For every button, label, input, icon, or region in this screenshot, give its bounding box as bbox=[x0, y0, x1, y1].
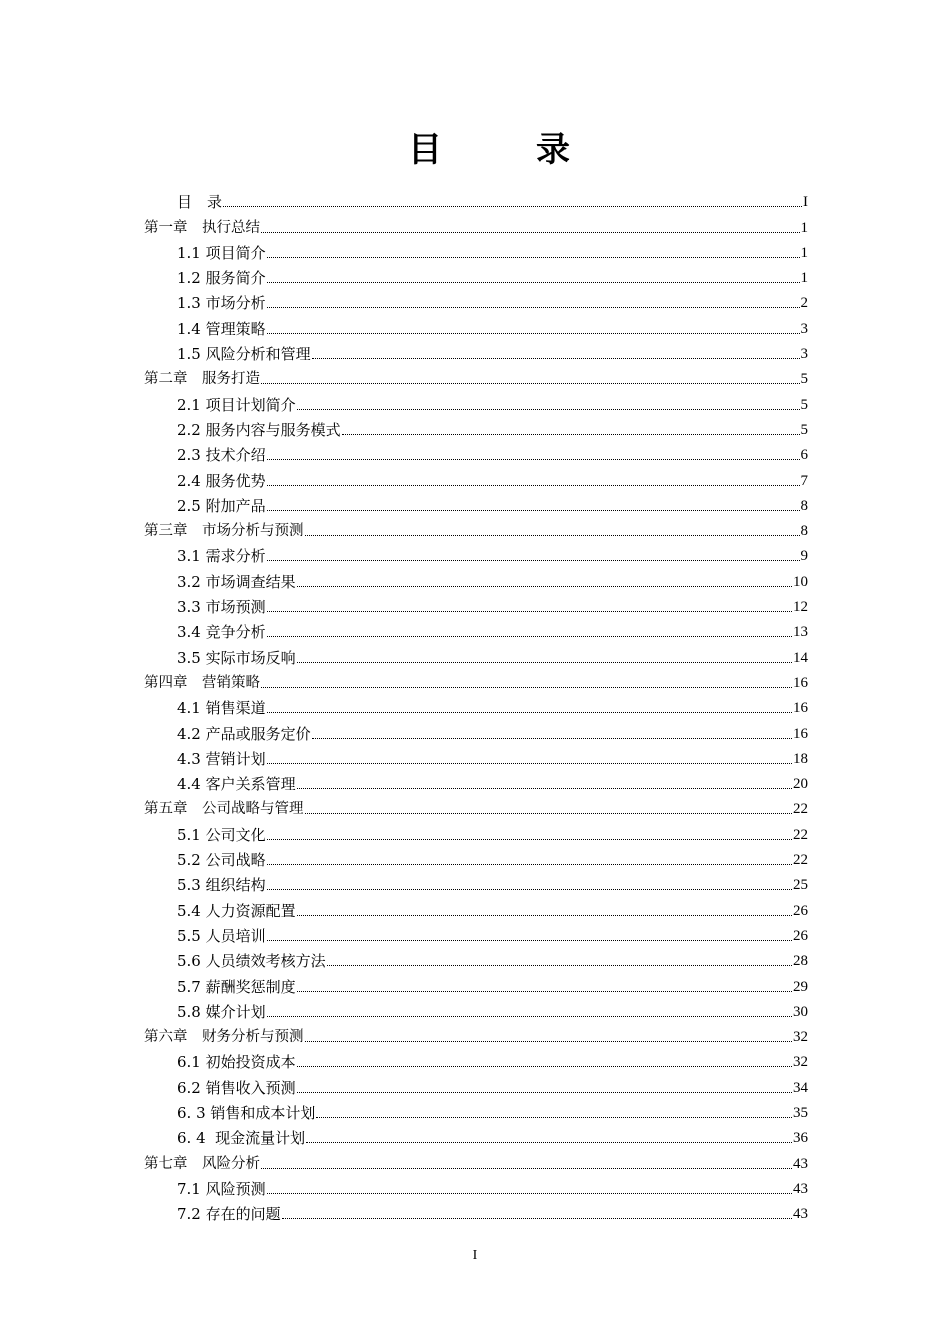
toc-leader-dots bbox=[342, 434, 800, 435]
toc-leader-dots bbox=[267, 485, 800, 486]
toc-leader-dots bbox=[261, 1168, 792, 1169]
toc-entry-label: 第二章 服务打造 bbox=[144, 371, 260, 388]
toc-section-entry[interactable] bbox=[144, 844, 808, 869]
toc-entry-page: 32 bbox=[793, 1054, 808, 1071]
toc-chapter-entry[interactable] bbox=[144, 667, 808, 692]
toc-leader-dots bbox=[305, 535, 800, 536]
table-of-contents bbox=[144, 186, 808, 1223]
toc-leader-dots bbox=[267, 636, 792, 637]
toc-entry-label: 2.1 项目计划简介 bbox=[177, 395, 296, 414]
toc-section-entry[interactable] bbox=[144, 869, 808, 894]
toc-entry-page: 34 bbox=[793, 1079, 808, 1096]
page-title: 目 录 bbox=[408, 130, 600, 170]
toc-entry-page: 13 bbox=[793, 624, 808, 641]
toc-leader-dots bbox=[267, 459, 800, 460]
toc-section-entry[interactable] bbox=[144, 591, 808, 616]
toc-leader-dots bbox=[297, 991, 792, 992]
toc-entry-page: 5 bbox=[800, 371, 808, 388]
toc-entry-label: 1.5 风险分析和管理 bbox=[177, 345, 311, 364]
toc-section-entry[interactable] bbox=[144, 490, 808, 515]
toc-entry-label: 6.2 销售收入预测 bbox=[177, 1078, 296, 1097]
toc-entry-label: 6. 3 销售和成本计划 bbox=[177, 1103, 316, 1122]
toc-entry-label: 4.4 客户关系管理 bbox=[177, 775, 296, 794]
toc-entry-label: 1.4 管理策略 bbox=[177, 319, 266, 338]
toc-entry-label: 5.3 组织结构 bbox=[177, 876, 266, 895]
toc-section-entry[interactable] bbox=[144, 970, 808, 995]
toc-section-entry[interactable] bbox=[144, 237, 808, 262]
toc-leader-dots bbox=[305, 813, 793, 814]
toc-leader-dots bbox=[297, 1092, 792, 1093]
toc-leader-dots bbox=[297, 409, 800, 410]
toc-section-entry[interactable] bbox=[144, 1122, 808, 1147]
toc-entry-page: 18 bbox=[793, 750, 808, 767]
toc-entry-page: 16 bbox=[793, 700, 808, 717]
page-number: I bbox=[472, 1248, 478, 1263]
toc-section-entry[interactable] bbox=[144, 287, 808, 312]
toc-leader-dots bbox=[267, 864, 792, 865]
toc-entry-label: 第七章 风险分析 bbox=[144, 1155, 260, 1172]
toc-entry-page: 7 bbox=[800, 472, 808, 489]
toc-section-entry[interactable] bbox=[144, 1097, 808, 1122]
toc-leader-dots bbox=[267, 712, 792, 713]
toc-entry-page: 10 bbox=[793, 573, 808, 590]
toc-leader-dots bbox=[297, 788, 792, 789]
toc-section-entry[interactable] bbox=[144, 616, 808, 641]
toc-entry-label: 目 录 bbox=[177, 193, 223, 212]
toc-entry-label: 3.2 市场调查结果 bbox=[177, 572, 296, 591]
toc-section-entry[interactable] bbox=[144, 186, 808, 211]
toc-entry-label: 1.3 市场分析 bbox=[177, 294, 266, 313]
toc-entry-label: 5.5 人员培训 bbox=[177, 926, 266, 945]
toc-leader-dots bbox=[297, 662, 792, 663]
toc-entry-page: 22 bbox=[793, 826, 808, 843]
toc-entry-label: 3.4 竞争分析 bbox=[177, 623, 266, 642]
toc-entry-label: 2.4 服务优势 bbox=[177, 471, 266, 490]
toc-entry-page: 43 bbox=[793, 1206, 808, 1223]
toc-entry-label: 2.2 服务内容与服务模式 bbox=[177, 420, 341, 439]
toc-section-entry[interactable] bbox=[144, 894, 808, 919]
toc-chapter-entry[interactable] bbox=[144, 793, 808, 818]
toc-entry-label: 5.7 薪酬奖惩制度 bbox=[177, 977, 296, 996]
toc-leader-dots bbox=[312, 358, 800, 359]
toc-entry-label: 5.6 人员绩效考核方法 bbox=[177, 952, 326, 971]
toc-entry-page: 8 bbox=[800, 523, 808, 540]
toc-leader-dots bbox=[267, 611, 792, 612]
toc-entry-label: 6.1 初始投资成本 bbox=[177, 1053, 296, 1072]
toc-leader-dots bbox=[261, 232, 800, 233]
toc-section-entry[interactable] bbox=[144, 540, 808, 565]
toc-entry-page: 36 bbox=[793, 1130, 808, 1147]
toc-leader-dots bbox=[267, 257, 800, 258]
toc-entry-page: 29 bbox=[793, 978, 808, 995]
toc-entry-label: 4.2 产品或服务定价 bbox=[177, 724, 311, 743]
toc-chapter-entry[interactable] bbox=[144, 1021, 808, 1046]
toc-leader-dots bbox=[223, 206, 802, 207]
toc-chapter-entry[interactable] bbox=[144, 515, 808, 540]
toc-entry-page: 14 bbox=[793, 649, 808, 666]
toc-entry-page: 5 bbox=[800, 396, 808, 413]
toc-leader-dots bbox=[306, 1142, 792, 1143]
toc-entry-page: 16 bbox=[793, 725, 808, 742]
toc-leader-dots bbox=[267, 940, 792, 941]
toc-entry-page: 1 bbox=[800, 244, 808, 261]
toc-entry-page: 26 bbox=[793, 927, 808, 944]
toc-entry-page: 16 bbox=[793, 674, 808, 691]
toc-section-entry[interactable] bbox=[144, 717, 808, 742]
toc-entry-label: 第一章 执行总结 bbox=[144, 219, 260, 236]
toc-section-entry[interactable] bbox=[144, 464, 808, 489]
toc-entry-page: 28 bbox=[793, 953, 808, 970]
toc-section-entry[interactable] bbox=[144, 388, 808, 413]
toc-entry-label: 2.5 附加产品 bbox=[177, 496, 266, 515]
toc-entry-page: 43 bbox=[793, 1180, 808, 1197]
toc-section-entry[interactable] bbox=[144, 743, 808, 768]
toc-entry-page: 26 bbox=[793, 902, 808, 919]
toc-entry-page: I bbox=[803, 194, 808, 211]
toc-section-entry[interactable] bbox=[144, 996, 808, 1021]
toc-entry-page: 1 bbox=[800, 270, 808, 287]
toc-entry-label: 5.2 公司战略 bbox=[177, 851, 266, 870]
toc-leader-dots bbox=[305, 1041, 793, 1042]
toc-entry-label: 5.8 媒介计划 bbox=[177, 1002, 266, 1021]
toc-entry-page: 25 bbox=[793, 877, 808, 894]
toc-section-entry[interactable] bbox=[144, 565, 808, 590]
toc-entry-label: 6. 4 现金流量计划 bbox=[177, 1129, 306, 1148]
toc-leader-dots bbox=[316, 1117, 792, 1118]
toc-leader-dots bbox=[267, 839, 792, 840]
toc-entry-label: 第五章 公司战略与管理 bbox=[144, 801, 304, 818]
toc-entry-page: 12 bbox=[793, 599, 808, 616]
toc-leader-dots bbox=[267, 510, 800, 511]
toc-entry-page: 20 bbox=[793, 776, 808, 793]
toc-entry-page: 35 bbox=[793, 1104, 808, 1121]
toc-entry-page: 43 bbox=[793, 1155, 808, 1172]
toc-entry-label: 7.2 存在的问题 bbox=[177, 1205, 281, 1224]
toc-leader-dots bbox=[267, 1016, 792, 1017]
toc-section-entry[interactable] bbox=[144, 414, 808, 439]
toc-entry-page: 3 bbox=[800, 346, 808, 363]
toc-leader-dots bbox=[297, 915, 792, 916]
toc-section-entry[interactable] bbox=[144, 1071, 808, 1096]
toc-chapter-entry[interactable] bbox=[144, 363, 808, 388]
toc-section-entry[interactable] bbox=[144, 920, 808, 945]
toc-section-entry[interactable] bbox=[144, 262, 808, 287]
toc-entry-page: 8 bbox=[800, 497, 808, 514]
toc-entry-label: 3.5 实际市场反响 bbox=[177, 648, 296, 667]
toc-entry-label: 4.3 营销计划 bbox=[177, 749, 266, 768]
toc-entry-label: 第三章 市场分析与预测 bbox=[144, 523, 304, 540]
toc-entry-page: 6 bbox=[800, 447, 808, 464]
toc-section-entry[interactable] bbox=[144, 1198, 808, 1223]
toc-leader-dots bbox=[261, 687, 792, 688]
toc-entry-label: 1.2 服务简介 bbox=[177, 269, 266, 288]
toc-leader-dots bbox=[267, 307, 800, 308]
toc-entry-page: 22 bbox=[793, 801, 808, 818]
toc-section-entry[interactable] bbox=[144, 338, 808, 363]
toc-leader-dots bbox=[267, 889, 792, 890]
toc-entry-page: 30 bbox=[793, 1003, 808, 1020]
toc-chapter-entry[interactable] bbox=[144, 211, 808, 236]
toc-leader-dots bbox=[267, 333, 800, 334]
toc-entry-page: 2 bbox=[800, 295, 808, 312]
toc-entry-page: 22 bbox=[793, 852, 808, 869]
toc-leader-dots bbox=[297, 586, 792, 587]
toc-section-entry[interactable] bbox=[144, 768, 808, 793]
toc-leader-dots bbox=[327, 965, 792, 966]
toc-entry-label: 3.3 市场预测 bbox=[177, 598, 266, 617]
toc-entry-label: 2.3 技术介绍 bbox=[177, 446, 266, 465]
toc-entry-label: 7.1 风险预测 bbox=[177, 1179, 266, 1198]
toc-chapter-entry[interactable] bbox=[144, 1147, 808, 1172]
toc-section-entry[interactable] bbox=[144, 818, 808, 843]
toc-section-entry[interactable] bbox=[144, 641, 808, 666]
toc-entry-page: 3 bbox=[800, 320, 808, 337]
toc-entry-label: 1.1 项目简介 bbox=[177, 243, 266, 262]
toc-entry-label: 第六章 财务分析与预测 bbox=[144, 1029, 304, 1046]
toc-leader-dots bbox=[267, 560, 800, 561]
toc-section-entry[interactable] bbox=[144, 692, 808, 717]
toc-entry-label: 3.1 需求分析 bbox=[177, 547, 266, 566]
toc-entry-page: 5 bbox=[800, 421, 808, 438]
toc-leader-dots bbox=[312, 738, 792, 739]
toc-entry-page: 9 bbox=[800, 548, 808, 565]
toc-section-entry[interactable] bbox=[144, 945, 808, 970]
toc-entry-label: 4.1 销售渠道 bbox=[177, 699, 266, 718]
toc-entry-label: 5.4 人力资源配置 bbox=[177, 901, 296, 920]
toc-section-entry[interactable] bbox=[144, 1173, 808, 1198]
toc-leader-dots bbox=[297, 1066, 792, 1067]
toc-section-entry[interactable] bbox=[144, 312, 808, 337]
toc-section-entry[interactable] bbox=[144, 439, 808, 464]
toc-entry-label: 5.1 公司文化 bbox=[177, 825, 266, 844]
toc-entry-label: 第四章 营销策略 bbox=[144, 674, 260, 691]
toc-leader-dots bbox=[282, 1218, 792, 1219]
toc-entry-page: 32 bbox=[793, 1029, 808, 1046]
toc-leader-dots bbox=[267, 1193, 792, 1194]
toc-section-entry[interactable] bbox=[144, 1046, 808, 1071]
toc-leader-dots bbox=[267, 282, 800, 283]
toc-leader-dots bbox=[261, 383, 800, 384]
toc-leader-dots bbox=[267, 763, 792, 764]
toc-entry-page: 1 bbox=[800, 219, 808, 236]
